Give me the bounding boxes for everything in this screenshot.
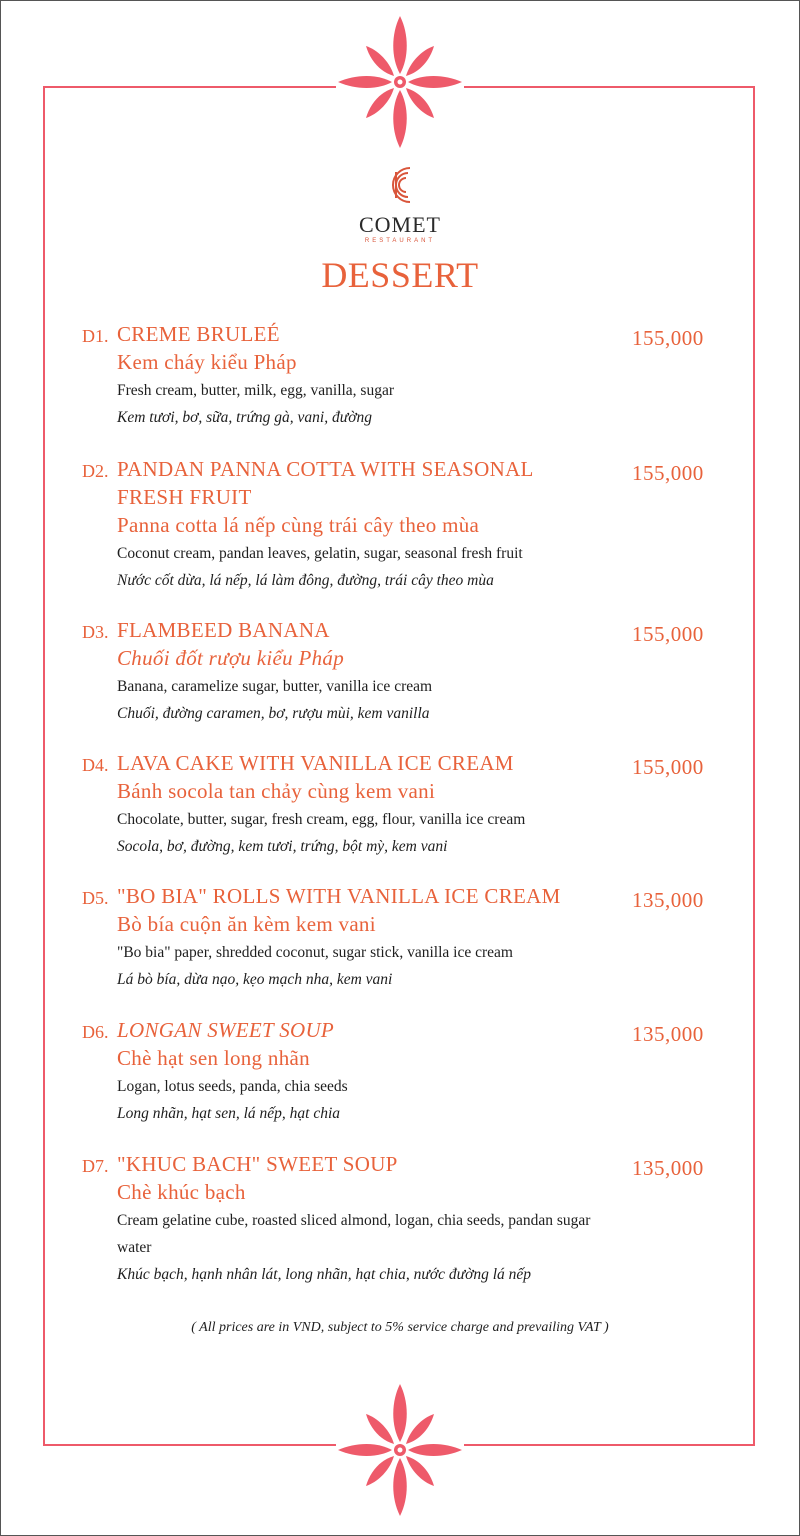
- item-code: D2.: [82, 461, 109, 481]
- item-name-vi: Bò bía cuộn ăn kèm kem vani: [117, 912, 376, 936]
- comet-logo-icon: [380, 160, 420, 210]
- item-description-en: Banana, caramelize sugar, butter, vanilla ice cream: [117, 678, 433, 695]
- item-description-en: Cream gelatine cube, roasted sliced almond, logan, chia seeds, pandan sugar water: [117, 1212, 591, 1256]
- flower-ornament-icon: [336, 1382, 464, 1518]
- item-name-en: FLAMBEED BANANA: [117, 618, 330, 642]
- item-description-en: Fresh cream, butter, milk, egg, vanilla, sugar: [117, 382, 395, 399]
- item-description-vi: Socola, bơ, đường, kem tươi, trứng, bột mỳ, kem vani: [117, 838, 448, 855]
- item-price: 135,000: [632, 888, 704, 912]
- item-code: D4.: [82, 755, 109, 775]
- item-description-vi: Chuối, đường caramen, bơ, rượu mùi, kem vanilla: [117, 705, 430, 722]
- brand-name: COMET: [359, 212, 441, 237]
- item-description-en: Logan, lotus seeds, panda, chia seeds: [117, 1078, 348, 1095]
- item-description-vi: Kem tươi, bơ, sữa, trứng gà, vani, đường: [117, 409, 372, 426]
- price-footnote: ( All prices are in VND, subject to 5% service charge and prevailing VAT ): [191, 1320, 609, 1335]
- item-description-vi: Lá bò bía, dừa nạo, kẹo mạch nha, kem vani: [117, 971, 393, 988]
- item-name-vi: Chuối đốt rượu kiểu Pháp: [117, 646, 345, 670]
- section-title: DESSERT: [321, 255, 479, 295]
- item-price: 155,000: [632, 622, 704, 646]
- item-name-en: "BO BIA" ROLLS WITH VANILLA ICE CREAM: [117, 884, 561, 908]
- item-name-vi: Bánh socola tan chảy cùng kem vani: [117, 779, 436, 803]
- item-code: D7.: [82, 1156, 109, 1176]
- item-description-vi: Nước cốt dừa, lá nếp, lá làm đông, đường, trái cây theo mùa: [117, 572, 494, 589]
- brand-tagline: RESTAURANT: [364, 238, 436, 244]
- item-name-vi: Panna cotta lá nếp cùng trái cây theo mùa: [117, 513, 480, 537]
- item-price: 155,000: [632, 755, 704, 779]
- item-name-vi: Chè khúc bạch: [117, 1180, 246, 1204]
- item-name-en: CREME BRULEÉ: [117, 322, 280, 346]
- item-description-vi: Long nhãn, hạt sen, lá nếp, hạt chia: [117, 1105, 341, 1122]
- item-code: D1.: [82, 326, 109, 346]
- item-name-en: LAVA CAKE WITH VANILLA ICE CREAM: [117, 751, 514, 775]
- flower-ornament-icon: [336, 14, 464, 150]
- item-price: 135,000: [632, 1022, 704, 1046]
- item-name-vi: Kem cháy kiểu Pháp: [117, 350, 297, 374]
- item-price: 135,000: [632, 1156, 704, 1180]
- brand-logo: [0, 160, 800, 244]
- item-name-en: LONGAN SWEET SOUP: [117, 1018, 335, 1042]
- item-description-en: "Bo bia" paper, shredded coconut, sugar stick, vanilla ice cream: [117, 944, 513, 961]
- item-name-en: "KHUC BACH" SWEET SOUP: [117, 1152, 398, 1176]
- item-name-vi: Chè hạt sen long nhãn: [117, 1046, 310, 1070]
- item-price: 155,000: [632, 326, 704, 350]
- item-description-en: Coconut cream, pandan leaves, gelatin, sugar, seasonal fresh fruit: [117, 545, 523, 562]
- item-name-en: PANDAN PANNA COTTA WITH SEASONAL FRESH FRUIT: [117, 457, 533, 509]
- item-code: D6.: [82, 1022, 109, 1042]
- item-description-vi: Khúc bạch, hạnh nhân lát, long nhãn, hạt chia, nước đường lá nếp: [117, 1266, 532, 1283]
- item-code: D5.: [82, 888, 109, 908]
- item-code: D3.: [82, 622, 109, 642]
- item-price: 155,000: [632, 461, 704, 485]
- item-description-en: Chocolate, butter, sugar, fresh cream, egg, flour, vanilla ice cream: [117, 811, 526, 828]
